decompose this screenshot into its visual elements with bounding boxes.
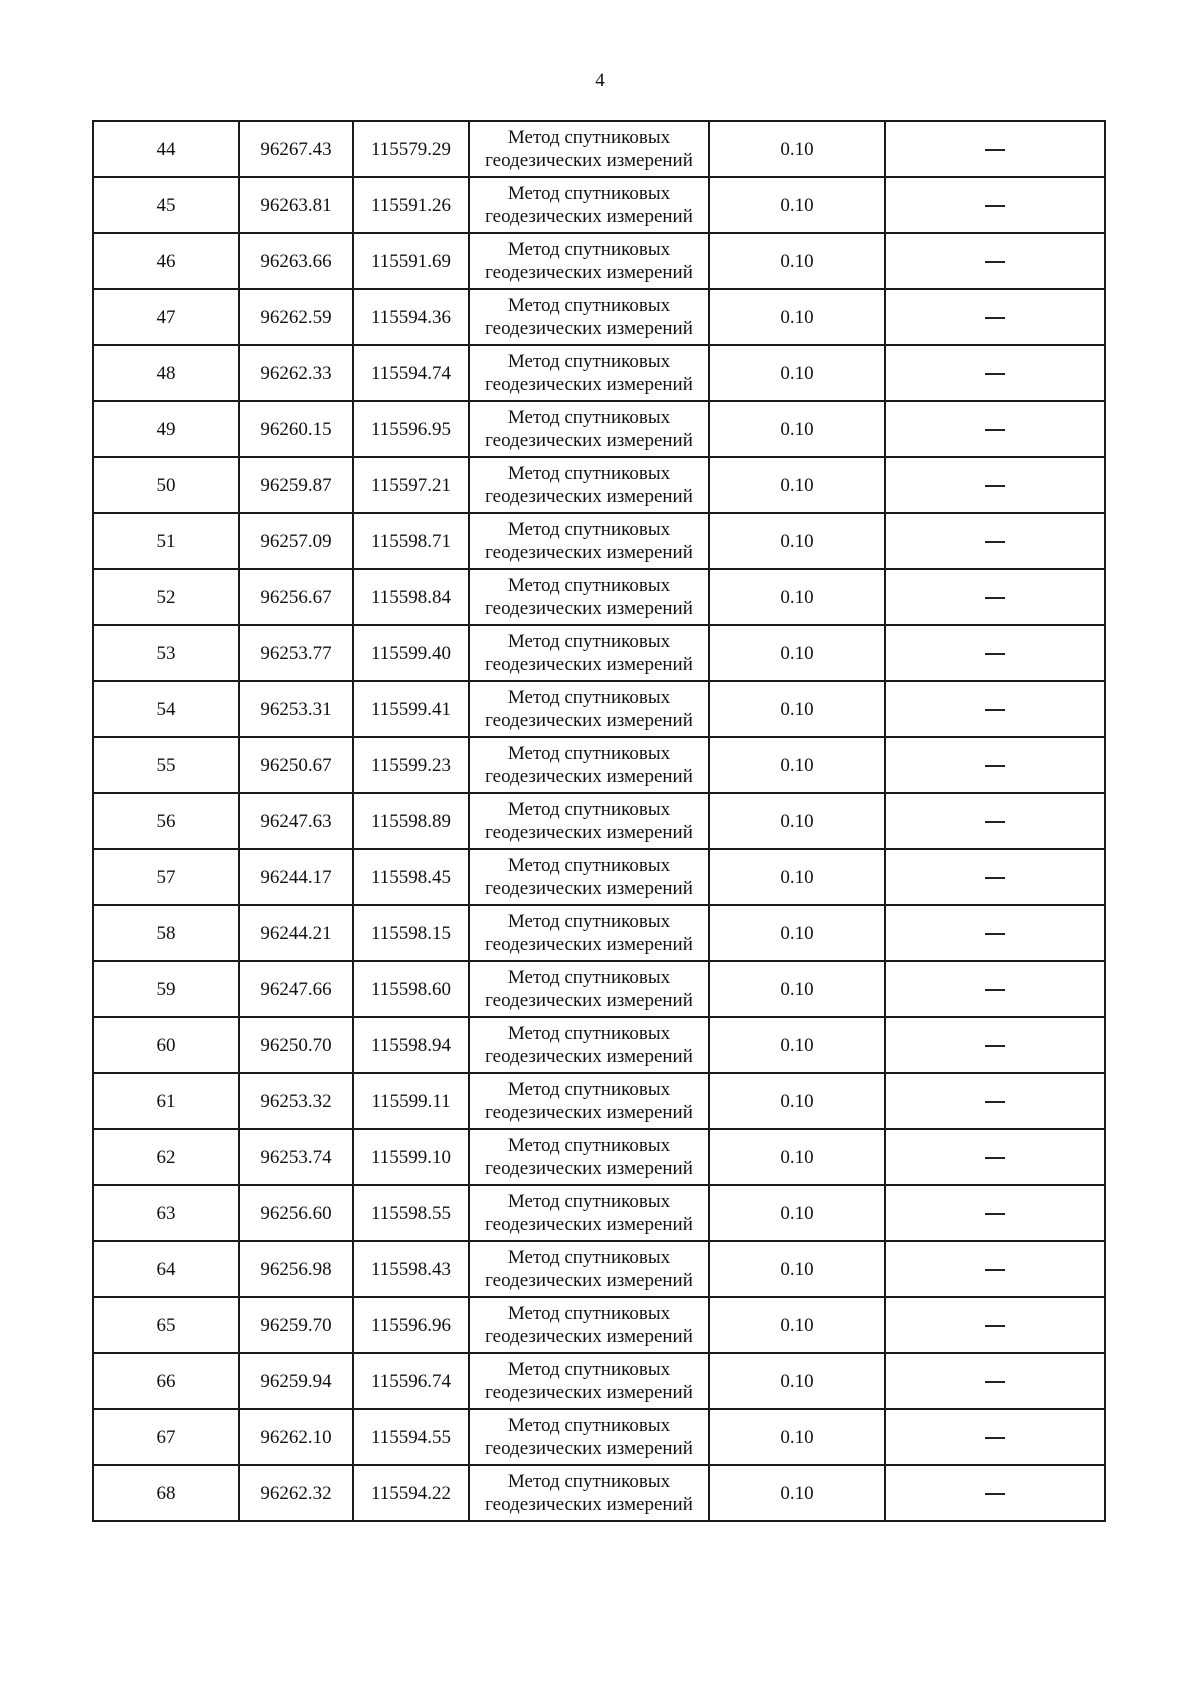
- method-cell: [469, 1017, 709, 1073]
- note-cell: [885, 961, 1105, 1017]
- method-line-1: Метод спутниковых: [507, 1191, 671, 1212]
- dash-mark: [985, 149, 1005, 151]
- method-cell: [469, 121, 709, 177]
- point-number-cell: 51: [93, 513, 239, 569]
- method-line-1: Метод спутниковых: [507, 351, 671, 372]
- accuracy-cell: 0.10: [709, 513, 885, 569]
- method-line-2: геодезических измерений: [485, 486, 693, 507]
- point-number-cell: 61: [93, 1073, 239, 1129]
- table-row: [93, 513, 1105, 569]
- note-cell: [885, 233, 1105, 289]
- method-line-2: геодезических измерений: [485, 878, 693, 899]
- accuracy-cell: 0.10: [709, 849, 885, 905]
- method-line-1: Метод спутниковых: [507, 575, 671, 596]
- dash-mark: [985, 1493, 1005, 1495]
- method-line-2: геодезических измерений: [485, 150, 693, 171]
- x-coordinate-cell: 96256.60: [239, 1185, 353, 1241]
- note-cell: [885, 793, 1105, 849]
- x-coordinate-cell: 96262.33: [239, 345, 353, 401]
- method-line-1: Метод спутниковых: [507, 1135, 671, 1156]
- method-cell: [469, 737, 709, 793]
- point-number-cell: 57: [93, 849, 239, 905]
- point-number-cell: 62: [93, 1129, 239, 1185]
- accuracy-cell: 0.10: [709, 737, 885, 793]
- method-cell: [469, 1073, 709, 1129]
- method-cell: [469, 681, 709, 737]
- x-coordinate-cell: 96244.17: [239, 849, 353, 905]
- y-coordinate-cell: 115599.41: [353, 681, 469, 737]
- accuracy-cell: 0.10: [709, 177, 885, 233]
- x-coordinate-cell: 96262.59: [239, 289, 353, 345]
- table-row: [93, 681, 1105, 737]
- point-number-cell: 56: [93, 793, 239, 849]
- table-row: [93, 345, 1105, 401]
- table-body: [93, 121, 1105, 1521]
- method-line-1: Метод спутниковых: [507, 407, 671, 428]
- dash-mark: [985, 373, 1005, 375]
- point-number-cell: 66: [93, 1353, 239, 1409]
- x-coordinate-cell: 96263.66: [239, 233, 353, 289]
- method-cell: [469, 1297, 709, 1353]
- point-number-cell: 53: [93, 625, 239, 681]
- method-cell: [469, 513, 709, 569]
- method-cell: [469, 1353, 709, 1409]
- y-coordinate-cell: 115594.55: [353, 1409, 469, 1465]
- method-line-1: Метод спутниковых: [507, 631, 671, 652]
- note-cell: [885, 849, 1105, 905]
- method-line-2: геодезических измерений: [485, 430, 693, 451]
- method-line-2: геодезических измерений: [485, 766, 693, 787]
- accuracy-cell: 0.10: [709, 1129, 885, 1185]
- dash-mark: [985, 1045, 1005, 1047]
- y-coordinate-cell: 115596.95: [353, 401, 469, 457]
- accuracy-cell: 0.10: [709, 233, 885, 289]
- method-line-1: Метод спутниковых: [507, 295, 671, 316]
- y-coordinate-cell: 115598.43: [353, 1241, 469, 1297]
- page-number: 4: [595, 70, 605, 91]
- y-coordinate-cell: 115598.94: [353, 1017, 469, 1073]
- x-coordinate-cell: 96256.98: [239, 1241, 353, 1297]
- accuracy-cell: 0.10: [709, 681, 885, 737]
- method-line-1: Метод спутниковых: [507, 463, 671, 484]
- point-number-cell: 45: [93, 177, 239, 233]
- table-row: [93, 793, 1105, 849]
- dash-mark: [985, 317, 1005, 319]
- note-cell: [885, 681, 1105, 737]
- method-line-1: Метод спутниковых: [507, 239, 671, 260]
- method-line-2: геодезических измерений: [485, 1382, 693, 1403]
- y-coordinate-cell: 115594.22: [353, 1465, 469, 1521]
- accuracy-cell: 0.10: [709, 961, 885, 1017]
- method-line-1: Метод спутниковых: [507, 1359, 671, 1380]
- accuracy-cell: 0.10: [709, 457, 885, 513]
- accuracy-cell: 0.10: [709, 121, 885, 177]
- method-line-1: Метод спутниковых: [507, 1247, 671, 1268]
- accuracy-cell: 0.10: [709, 289, 885, 345]
- y-coordinate-cell: 115596.96: [353, 1297, 469, 1353]
- table-row: [93, 849, 1105, 905]
- note-cell: [885, 1241, 1105, 1297]
- y-coordinate-cell: 115598.15: [353, 905, 469, 961]
- x-coordinate-cell: 96262.32: [239, 1465, 353, 1521]
- accuracy-cell: 0.10: [709, 1017, 885, 1073]
- note-cell: [885, 1409, 1105, 1465]
- x-coordinate-cell: 96253.32: [239, 1073, 353, 1129]
- note-cell: [885, 513, 1105, 569]
- accuracy-cell: 0.10: [709, 1465, 885, 1521]
- note-cell: [885, 1353, 1105, 1409]
- method-line-2: геодезических измерений: [485, 1326, 693, 1347]
- accuracy-cell: 0.10: [709, 401, 885, 457]
- method-cell: [469, 177, 709, 233]
- y-coordinate-cell: 115598.89: [353, 793, 469, 849]
- table-row: [93, 1297, 1105, 1353]
- dash-mark: [985, 877, 1005, 879]
- method-line-1: Метод спутниковых: [507, 519, 671, 540]
- x-coordinate-cell: 96259.70: [239, 1297, 353, 1353]
- accuracy-cell: 0.10: [709, 345, 885, 401]
- dash-mark: [985, 933, 1005, 935]
- table-row: [93, 1073, 1105, 1129]
- table-row: [93, 1465, 1105, 1521]
- point-number-cell: 48: [93, 345, 239, 401]
- x-coordinate-cell: 96259.87: [239, 457, 353, 513]
- point-number-cell: 59: [93, 961, 239, 1017]
- y-coordinate-cell: 115598.55: [353, 1185, 469, 1241]
- dash-mark: [985, 765, 1005, 767]
- method-line-1: Метод спутниковых: [507, 1415, 671, 1436]
- point-number-cell: 54: [93, 681, 239, 737]
- y-coordinate-cell: 115598.60: [353, 961, 469, 1017]
- y-coordinate-cell: 115599.11: [353, 1073, 469, 1129]
- point-number-cell: 64: [93, 1241, 239, 1297]
- x-coordinate-cell: 96256.67: [239, 569, 353, 625]
- y-coordinate-cell: 115591.26: [353, 177, 469, 233]
- method-line-2: геодезических измерений: [485, 990, 693, 1011]
- method-line-2: геодезических измерений: [485, 598, 693, 619]
- table-row: [93, 905, 1105, 961]
- point-number-cell: 63: [93, 1185, 239, 1241]
- accuracy-cell: 0.10: [709, 793, 885, 849]
- point-number-cell: 50: [93, 457, 239, 513]
- method-line-2: геодезических измерений: [485, 1214, 693, 1235]
- method-line-2: геодезических измерений: [485, 822, 693, 843]
- dash-mark: [985, 989, 1005, 991]
- table-row: [93, 737, 1105, 793]
- method-line-1: Метод спутниковых: [507, 1303, 671, 1324]
- note-cell: [885, 1073, 1105, 1129]
- table-row: [93, 401, 1105, 457]
- point-number-cell: 44: [93, 121, 239, 177]
- x-coordinate-cell: 96244.21: [239, 905, 353, 961]
- method-line-2: геодезических измерений: [485, 262, 693, 283]
- note-cell: [885, 1017, 1105, 1073]
- method-cell: [469, 793, 709, 849]
- method-line-2: геодезических измерений: [485, 542, 693, 563]
- note-cell: [885, 177, 1105, 233]
- dash-mark: [985, 597, 1005, 599]
- dash-mark: [985, 709, 1005, 711]
- table-row: [93, 177, 1105, 233]
- dash-mark: [985, 653, 1005, 655]
- table-row: [93, 289, 1105, 345]
- note-cell: [885, 905, 1105, 961]
- y-coordinate-cell: 115598.45: [353, 849, 469, 905]
- dash-mark: [985, 1213, 1005, 1215]
- note-cell: [885, 345, 1105, 401]
- table-row: [93, 1017, 1105, 1073]
- point-number-cell: 67: [93, 1409, 239, 1465]
- dash-mark: [985, 205, 1005, 207]
- y-coordinate-cell: 115597.21: [353, 457, 469, 513]
- method-line-1: Метод спутниковых: [507, 967, 671, 988]
- y-coordinate-cell: 115594.36: [353, 289, 469, 345]
- method-line-2: геодезических измерений: [485, 934, 693, 955]
- y-coordinate-cell: 115594.74: [353, 345, 469, 401]
- x-coordinate-cell: 96247.66: [239, 961, 353, 1017]
- table-row: [93, 625, 1105, 681]
- method-cell: [469, 849, 709, 905]
- point-number-cell: 65: [93, 1297, 239, 1353]
- method-line-1: Метод спутниковых: [507, 183, 671, 204]
- method-cell: [469, 1129, 709, 1185]
- table-row: [93, 569, 1105, 625]
- x-coordinate-cell: 96250.70: [239, 1017, 353, 1073]
- method-line-1: Метод спутниковых: [507, 1079, 671, 1100]
- dash-mark: [985, 261, 1005, 263]
- method-cell: [469, 233, 709, 289]
- point-number-cell: 49: [93, 401, 239, 457]
- dash-mark: [985, 1325, 1005, 1327]
- method-cell: [469, 457, 709, 513]
- y-coordinate-cell: 115579.29: [353, 121, 469, 177]
- method-line-1: Метод спутниковых: [507, 743, 671, 764]
- note-cell: [885, 569, 1105, 625]
- dash-mark: [985, 1269, 1005, 1271]
- method-line-1: Метод спутниковых: [507, 1023, 671, 1044]
- method-cell: [469, 905, 709, 961]
- note-cell: [885, 1129, 1105, 1185]
- dash-mark: [985, 541, 1005, 543]
- note-cell: [885, 1465, 1105, 1521]
- dash-mark: [985, 1381, 1005, 1383]
- method-line-2: геодезических измерений: [485, 1494, 693, 1515]
- point-number-cell: 58: [93, 905, 239, 961]
- method-line-2: геодезических измерений: [485, 318, 693, 339]
- table-row: [93, 121, 1105, 177]
- dash-mark: [985, 1101, 1005, 1103]
- x-coordinate-cell: 96257.09: [239, 513, 353, 569]
- table-row: [93, 1185, 1105, 1241]
- accuracy-cell: 0.10: [709, 1409, 885, 1465]
- table-row: [93, 1353, 1105, 1409]
- accuracy-cell: 0.10: [709, 1073, 885, 1129]
- method-line-2: геодезических измерений: [485, 654, 693, 675]
- accuracy-cell: 0.10: [709, 1185, 885, 1241]
- accuracy-cell: 0.10: [709, 569, 885, 625]
- method-line-1: Метод спутниковых: [507, 687, 671, 708]
- table-row: [93, 233, 1105, 289]
- method-line-2: геодезических измерений: [485, 206, 693, 227]
- method-line-2: геодезических измерений: [485, 1046, 693, 1067]
- table-row: [93, 961, 1105, 1017]
- y-coordinate-cell: 115598.84: [353, 569, 469, 625]
- method-line-2: геодезических измерений: [485, 710, 693, 731]
- table-row: [93, 1241, 1105, 1297]
- method-line-1: Метод спутниковых: [507, 127, 671, 148]
- point-number-cell: 60: [93, 1017, 239, 1073]
- accuracy-cell: 0.10: [709, 1241, 885, 1297]
- dash-mark: [985, 821, 1005, 823]
- method-cell: [469, 345, 709, 401]
- x-coordinate-cell: 96262.10: [239, 1409, 353, 1465]
- x-coordinate-cell: 96253.77: [239, 625, 353, 681]
- note-cell: [885, 289, 1105, 345]
- method-line-2: геодезических измерений: [485, 1270, 693, 1291]
- accuracy-cell: 0.10: [709, 1297, 885, 1353]
- x-coordinate-cell: 96260.15: [239, 401, 353, 457]
- y-coordinate-cell: 115591.69: [353, 233, 469, 289]
- method-cell: [469, 1409, 709, 1465]
- method-cell: [469, 401, 709, 457]
- method-line-1: Метод спутниковых: [507, 799, 671, 820]
- method-cell: [469, 961, 709, 1017]
- coordinates-table: [92, 120, 1106, 1522]
- note-cell: [885, 1297, 1105, 1353]
- method-line-2: геодезических измерений: [485, 1158, 693, 1179]
- method-line-2: геодезических измерений: [485, 374, 693, 395]
- method-cell: [469, 1185, 709, 1241]
- accuracy-cell: 0.10: [709, 905, 885, 961]
- x-coordinate-cell: 96263.81: [239, 177, 353, 233]
- method-line-2: геодезических измерений: [485, 1438, 693, 1459]
- note-cell: [885, 401, 1105, 457]
- method-cell: [469, 1465, 709, 1521]
- method-line-2: геодезических измерений: [485, 1102, 693, 1123]
- method-cell: [469, 569, 709, 625]
- note-cell: [885, 737, 1105, 793]
- x-coordinate-cell: 96247.63: [239, 793, 353, 849]
- accuracy-cell: 0.10: [709, 625, 885, 681]
- dash-mark: [985, 429, 1005, 431]
- note-cell: [885, 1185, 1105, 1241]
- method-line-1: Метод спутниковых: [507, 911, 671, 932]
- x-coordinate-cell: 96259.94: [239, 1353, 353, 1409]
- point-number-cell: 46: [93, 233, 239, 289]
- table-row: [93, 1129, 1105, 1185]
- point-number-cell: 52: [93, 569, 239, 625]
- point-number-cell: 55: [93, 737, 239, 793]
- y-coordinate-cell: 115599.10: [353, 1129, 469, 1185]
- method-cell: [469, 1241, 709, 1297]
- dash-mark: [985, 485, 1005, 487]
- y-coordinate-cell: 115596.74: [353, 1353, 469, 1409]
- accuracy-cell: 0.10: [709, 1353, 885, 1409]
- y-coordinate-cell: 115599.23: [353, 737, 469, 793]
- note-cell: [885, 625, 1105, 681]
- dash-mark: [985, 1157, 1005, 1159]
- method-line-1: Метод спутниковых: [507, 1471, 671, 1492]
- x-coordinate-cell: 96253.74: [239, 1129, 353, 1185]
- note-cell: [885, 121, 1105, 177]
- method-line-1: Метод спутниковых: [507, 855, 671, 876]
- y-coordinate-cell: 115598.71: [353, 513, 469, 569]
- table-row: [93, 457, 1105, 513]
- x-coordinate-cell: 96267.43: [239, 121, 353, 177]
- table-row: [93, 1409, 1105, 1465]
- method-cell: [469, 289, 709, 345]
- note-cell: [885, 457, 1105, 513]
- x-coordinate-cell: 96253.31: [239, 681, 353, 737]
- y-coordinate-cell: 115599.40: [353, 625, 469, 681]
- dash-mark: [985, 1437, 1005, 1439]
- point-number-cell: 47: [93, 289, 239, 345]
- x-coordinate-cell: 96250.67: [239, 737, 353, 793]
- point-number-cell: 68: [93, 1465, 239, 1521]
- method-cell: [469, 625, 709, 681]
